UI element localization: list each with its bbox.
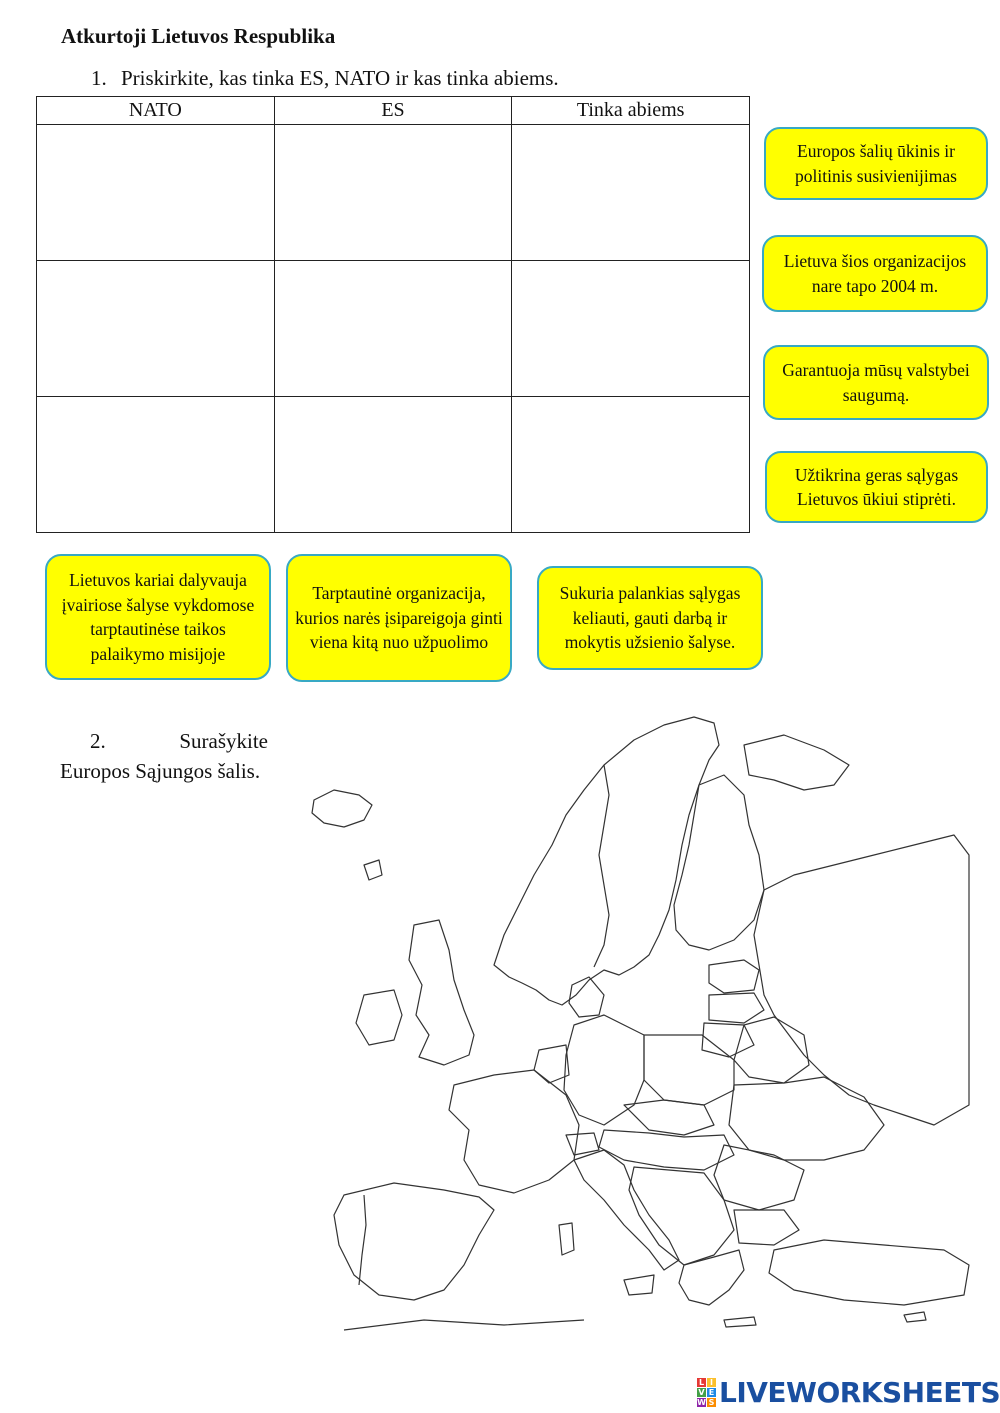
question-1-number: 1. [91,66,107,90]
liveworksheets-logo [697,1376,1000,1409]
drop-cell-es-2[interactable] [274,261,512,397]
map-sweden-norway-border [594,765,609,967]
drop-cell-both-2[interactable] [512,261,750,397]
map-france [449,1070,579,1193]
question-2-number: 2. [90,729,106,753]
logo-mark-tile: L [698,1378,705,1387]
logo-mark-tile: S [708,1398,715,1407]
map-italy [574,1150,679,1270]
table-row [37,261,750,397]
drag-card[interactable]: Sukuria palankias sąlygas keliauti, gauti darbą ir mokytis užsienio šalyse. [537,566,763,670]
drop-cell-both-3[interactable] [512,397,750,533]
drag-card[interactable]: Užtikrina geras sąlygas Lietuvos ūkiui stiprėti. [765,451,988,523]
drop-cell-es-3[interactable] [274,397,512,533]
map-svalbard-hint [364,860,382,880]
question-2-text: Europos Sąjungos šalis. [60,759,261,783]
drag-card[interactable]: Tarptautinė organizacija, kurios narės įsipareigoja ginti viena kitą nuo užpuolimo [286,554,512,682]
map-iberia [334,1183,494,1300]
map-benelux [534,1045,569,1083]
question-2-word: Surašykite [179,729,268,753]
map-iceland [312,790,372,827]
map-kola [744,735,849,790]
column-header-es: ES [274,97,512,125]
map-germany [564,1015,644,1125]
map-portugal-border [359,1195,366,1285]
map-great-britain [409,920,474,1065]
logo-mark-tile: I [707,1378,716,1387]
table-row [37,397,750,533]
question-2 [60,726,285,786]
drag-card[interactable]: Garantuoja mūsų valstybei saugumą. [763,345,989,420]
drag-card[interactable]: Lietuva šios organizacijos nare tapo 2004 m. [762,235,988,312]
map-greece [679,1250,744,1305]
map-poland [644,1035,734,1105]
drop-cell-nato-3[interactable] [37,397,275,533]
logo-mark-tile: E [708,1388,715,1397]
map-sicily [624,1275,654,1295]
map-lithuania [702,1023,754,1057]
table-header-row [37,97,750,125]
table-row [37,125,750,261]
map-austria-hungary [599,1130,734,1170]
liveworksheets-logo-mark [697,1378,716,1407]
map-sardinia [559,1223,574,1255]
logo-mark-tile: W [697,1398,706,1407]
map-ukraine [729,1077,884,1160]
map-finland [674,775,764,950]
worksheet-title: Atkurtoji Lietuvos Respublika [61,24,336,48]
map-latvia [709,993,764,1023]
column-header-nato: NATO [37,97,275,125]
map-balkans [629,1167,734,1265]
map-estonia [709,960,759,993]
answer-table [36,96,750,533]
map-turkey [769,1240,969,1305]
europe-outline-map [304,705,974,1350]
drag-card[interactable]: Lietuvos kariai dalyvauja įvairiose šalyse vykdomose tarptautinėse taikos palaikymo misijoje [45,554,271,680]
drop-cell-both-1[interactable] [512,125,750,261]
map-ireland [356,990,402,1045]
map-africa-coast [344,1320,584,1330]
liveworksheets-logo-text: LIVEWORKSHEETS [719,1376,1000,1409]
drop-cell-es-1[interactable] [274,125,512,261]
drop-cell-nato-1[interactable] [37,125,275,261]
question-1 [91,66,559,91]
map-czech-slovakia [624,1100,714,1135]
map-bulgaria [734,1210,799,1245]
drag-card[interactable]: Europos šalių ūkinis ir politinis susivienijimas [764,127,988,200]
map-switzerland [566,1133,599,1155]
question-1-text: Priskirkite, kas tinka ES, NATO ir kas tinka abiems. [121,66,559,90]
logo-mark-tile: V [698,1388,705,1397]
map-crete [724,1317,756,1327]
drop-cell-nato-2[interactable] [37,261,275,397]
column-header-both: Tinka abiems [512,97,750,125]
map-cyprus [904,1312,926,1322]
map-romania [714,1145,804,1210]
